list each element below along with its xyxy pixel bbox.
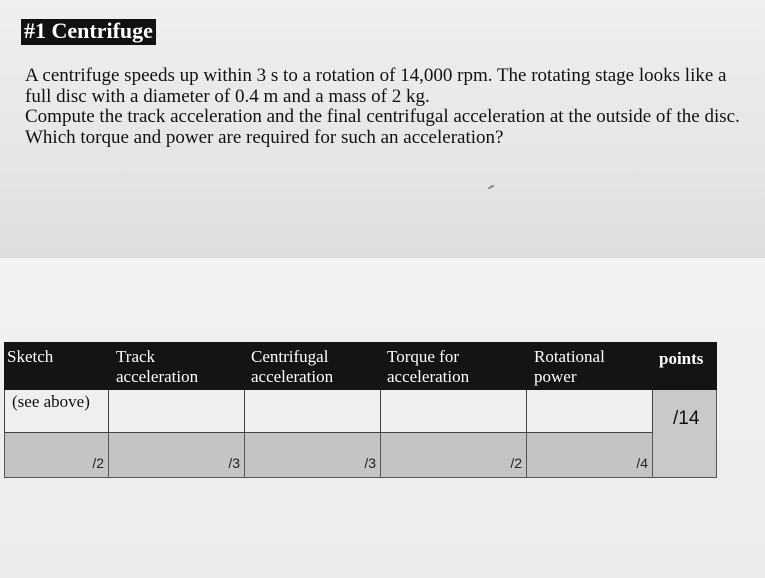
score-power: /4	[527, 433, 653, 478]
score-torque: /2	[381, 433, 527, 478]
header-points: points	[653, 342, 717, 390]
answer-cell-power	[527, 390, 653, 433]
sketch-cell: (see above)	[4, 390, 109, 433]
header-label: Track	[116, 347, 156, 366]
score-centrifugal: /3	[245, 433, 381, 478]
score-sketch: /2	[4, 433, 109, 478]
header-label: acceleration	[116, 367, 199, 386]
problem-line: Which torque and power are required for such an acceleration?	[25, 126, 504, 148]
header-sketch	[4, 342, 109, 390]
problem-title: #1 Centrifuge	[21, 19, 156, 45]
problem-line: A centrifuge speeds up within 3 s to a rotation of 14,000 rpm. The rotating stage looks like a	[25, 65, 727, 86]
header-label: power	[534, 367, 577, 386]
header-label: acceleration	[251, 367, 334, 386]
header-label: Centrifugal	[251, 347, 329, 366]
header-label: Sketch	[7, 347, 54, 366]
header-label: Torque for	[387, 347, 459, 366]
header-label: Rotational	[534, 347, 605, 366]
header-label: acceleration	[387, 367, 470, 386]
header-torque	[381, 342, 527, 390]
score-track: /3	[109, 433, 245, 478]
header-centrifugal-acceleration	[245, 342, 381, 390]
answer-cell-centrifugal	[245, 390, 381, 433]
answer-cell-torque	[381, 390, 527, 433]
problem-line: full disc with a diameter of 0.4 m and a mass of 2 kg.	[25, 85, 430, 107]
answer-cell-track	[109, 390, 245, 433]
header-track-acceleration	[109, 342, 245, 390]
problem-statement	[25, 66, 765, 148]
problem-line: Compute the track acceleration and the final centrifugal acceleration at the outside of the disc.	[25, 106, 740, 127]
total-points: /14	[653, 390, 717, 478]
header-rotational-power	[527, 342, 653, 390]
